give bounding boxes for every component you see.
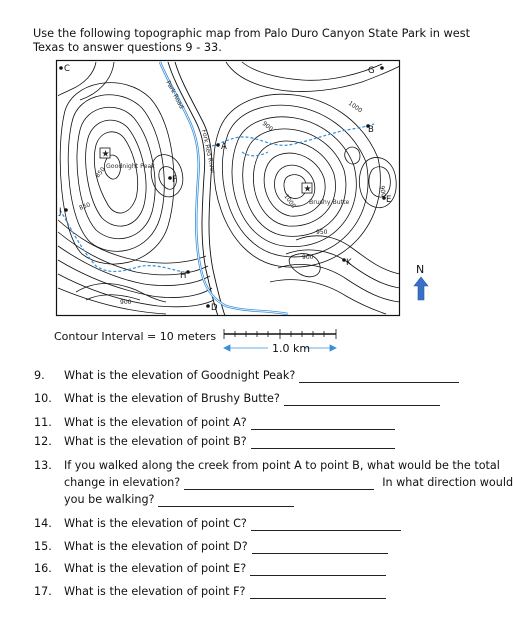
answer-blank[interactable] bbox=[250, 587, 386, 599]
intro-text: Use the following topographic map from Palo Duro Canyon State Park in west Texas to answer questions 9 - 33. bbox=[33, 27, 471, 54]
contour-label: 1000 bbox=[346, 99, 364, 115]
river-label: Fork Red River bbox=[200, 128, 217, 175]
scale-bar bbox=[220, 320, 340, 360]
label-F: F bbox=[172, 175, 177, 185]
north-arrow bbox=[410, 262, 432, 302]
contour-label: 900 bbox=[260, 120, 274, 133]
map-frame bbox=[57, 61, 400, 316]
north-arrow-icon bbox=[414, 277, 428, 300]
contour-label: 900 bbox=[378, 185, 387, 198]
answer-blank[interactable] bbox=[299, 371, 459, 383]
park-road-label: Park Road bbox=[164, 79, 185, 111]
label-B: B bbox=[368, 125, 374, 135]
goodnight-peak-marker bbox=[100, 148, 110, 160]
label-H: H bbox=[180, 271, 187, 281]
label-K: K bbox=[346, 258, 352, 268]
north-label: N bbox=[416, 263, 425, 276]
contour-label: 1000 bbox=[282, 193, 297, 210]
label-C: C bbox=[64, 64, 70, 74]
answer-blank[interactable] bbox=[252, 542, 388, 554]
label-A: A bbox=[221, 142, 227, 152]
contour-label: 950 bbox=[316, 229, 328, 236]
goodnight-peak-label: Goodnight Peak bbox=[106, 163, 155, 170]
answer-blank[interactable] bbox=[251, 418, 395, 430]
answer-blank[interactable] bbox=[158, 495, 294, 507]
label-G: G bbox=[368, 66, 375, 76]
label-D: D bbox=[211, 303, 218, 313]
answer-blank[interactable] bbox=[250, 564, 386, 576]
label-J: J bbox=[59, 207, 62, 217]
contour-label: 900 bbox=[302, 254, 314, 261]
scale-label: 1.0 km bbox=[272, 342, 311, 355]
contour-label: 850 bbox=[78, 201, 92, 212]
svg-text:★: ★ bbox=[101, 149, 110, 160]
contour-interval: Contour Interval = 10 meters bbox=[54, 330, 217, 343]
label-E: E bbox=[386, 195, 392, 205]
answer-blank[interactable] bbox=[251, 519, 401, 531]
answer-blank[interactable] bbox=[284, 394, 440, 406]
contour-label: 850 bbox=[94, 166, 107, 180]
svg-text:★: ★ bbox=[303, 184, 312, 195]
topographic-map bbox=[56, 60, 400, 316]
brushy-butte-label: Brushy Butte bbox=[309, 199, 350, 206]
map-svg bbox=[56, 60, 400, 316]
brushy-butte-marker bbox=[302, 183, 312, 195]
answer-blank[interactable] bbox=[251, 437, 395, 449]
contour-label: 900 bbox=[120, 299, 132, 306]
answer-blank[interactable] bbox=[184, 478, 374, 490]
